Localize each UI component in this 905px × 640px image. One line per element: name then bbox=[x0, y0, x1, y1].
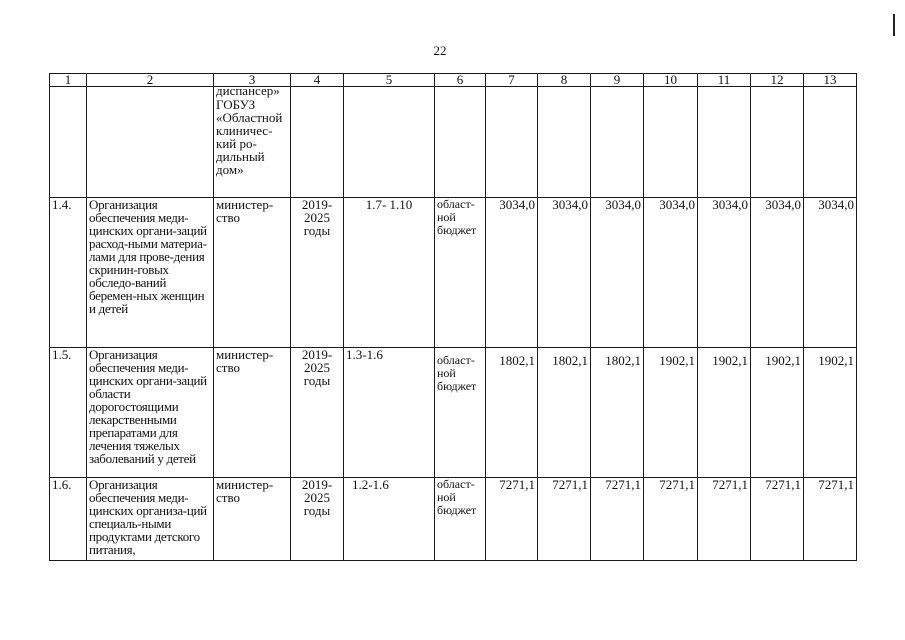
executor-continued-text: диспансер» bbox=[216, 86, 280, 98]
funding-value: 3034,0 bbox=[804, 198, 857, 348]
funding-value: 3034,0 bbox=[698, 198, 751, 348]
page-edge-mark bbox=[893, 14, 895, 36]
column-number: 9 bbox=[591, 74, 644, 87]
funding-value: 1902,1 bbox=[644, 348, 698, 478]
period: 2019-2025 годы bbox=[291, 198, 344, 348]
executor-cell bbox=[214, 87, 291, 198]
empty-cell bbox=[804, 87, 857, 198]
empty-cell bbox=[698, 87, 751, 198]
indicator-ref: 1.2-1.6 bbox=[344, 478, 435, 561]
column-number-header bbox=[50, 74, 857, 87]
activity-name: Организация обеспечения меди-цинских органи-заций области дорогостоящими лекарственными препаратами для лечения тяжелых заболеваний у детей bbox=[87, 348, 214, 478]
funding-value: 3034,0 bbox=[751, 198, 804, 348]
funding-value: 1802,1 bbox=[486, 348, 538, 478]
funding-value: 1802,1 bbox=[591, 348, 644, 478]
funding-value: 7271,1 bbox=[804, 478, 857, 561]
column-number: 7 bbox=[486, 74, 538, 87]
funding-source: област-ной бюджет bbox=[435, 478, 486, 561]
column-number: 12 bbox=[751, 74, 804, 87]
page-number: 22 bbox=[433, 43, 447, 58]
executor: министер-ство bbox=[214, 198, 291, 348]
executor: министер-ство bbox=[214, 348, 291, 478]
row-number: 1.5. bbox=[50, 348, 87, 478]
table-row bbox=[50, 348, 857, 478]
column-number: 2 bbox=[87, 74, 214, 87]
period: 2019-2025 годы bbox=[291, 478, 344, 561]
funding-value: 1902,1 bbox=[698, 348, 751, 478]
empty-cell bbox=[344, 87, 435, 198]
funding-value: 1902,1 bbox=[804, 348, 857, 478]
funding-value: 3034,0 bbox=[538, 198, 591, 348]
empty-cell bbox=[538, 87, 591, 198]
column-number: 6 bbox=[435, 74, 486, 87]
period: 2019-2025 годы bbox=[291, 348, 344, 478]
funding-value: 3034,0 bbox=[486, 198, 538, 348]
executor-text: ГОБУЗ «Областной клиничес-кий ро-дильный дом» bbox=[216, 97, 283, 177]
column-number: 4 bbox=[291, 74, 344, 87]
activity-name: Организация обеспечения меди-цинских органи-заций расход-ными материа-лами для прове-дения скринин-говых обследо-ваний беремен-ных женщин и детей bbox=[87, 198, 214, 348]
funding-value: 3034,0 bbox=[591, 198, 644, 348]
indicator-ref: 1.7- 1.10 bbox=[344, 198, 435, 348]
row-number: 1.6. bbox=[50, 478, 87, 561]
empty-cell bbox=[591, 87, 644, 198]
program-activities-table bbox=[49, 73, 857, 561]
column-number: 10 bbox=[644, 74, 698, 87]
column-number: 3 bbox=[214, 74, 291, 87]
funding-value: 7271,1 bbox=[486, 478, 538, 561]
funding-value: 7271,1 bbox=[698, 478, 751, 561]
indicator-ref: 1.3-1.6 bbox=[344, 348, 435, 478]
funding-value: 7271,1 bbox=[538, 478, 591, 561]
funding-value: 3034,0 bbox=[644, 198, 698, 348]
empty-cell bbox=[486, 87, 538, 198]
activity-name: Организация обеспечения меди-цинских организа-ций специаль-ными продуктами детского питания, bbox=[87, 478, 214, 561]
empty-cell bbox=[50, 87, 87, 198]
funding-value: 7271,1 bbox=[644, 478, 698, 561]
column-number: 5 bbox=[344, 74, 435, 87]
empty-cell bbox=[291, 87, 344, 198]
empty-cell bbox=[87, 87, 214, 198]
column-number: 11 bbox=[698, 74, 751, 87]
executor: министер-ство bbox=[214, 478, 291, 561]
funding-value: 1902,1 bbox=[751, 348, 804, 478]
table-row bbox=[50, 478, 857, 561]
empty-cell bbox=[751, 87, 804, 198]
empty-cell bbox=[435, 87, 486, 198]
funding-source: област-ной бюджет bbox=[435, 348, 486, 478]
column-number: 8 bbox=[538, 74, 591, 87]
column-number: 1 bbox=[50, 74, 87, 87]
funding-value: 1802,1 bbox=[538, 348, 591, 478]
continuation-row bbox=[50, 87, 857, 198]
funding-value: 7271,1 bbox=[751, 478, 804, 561]
column-number: 13 bbox=[804, 74, 857, 87]
funding-source: област-ной бюджет bbox=[435, 198, 486, 348]
empty-cell bbox=[644, 87, 698, 198]
table-row bbox=[50, 198, 857, 348]
funding-value: 7271,1 bbox=[591, 478, 644, 561]
row-number: 1.4. bbox=[50, 198, 87, 348]
